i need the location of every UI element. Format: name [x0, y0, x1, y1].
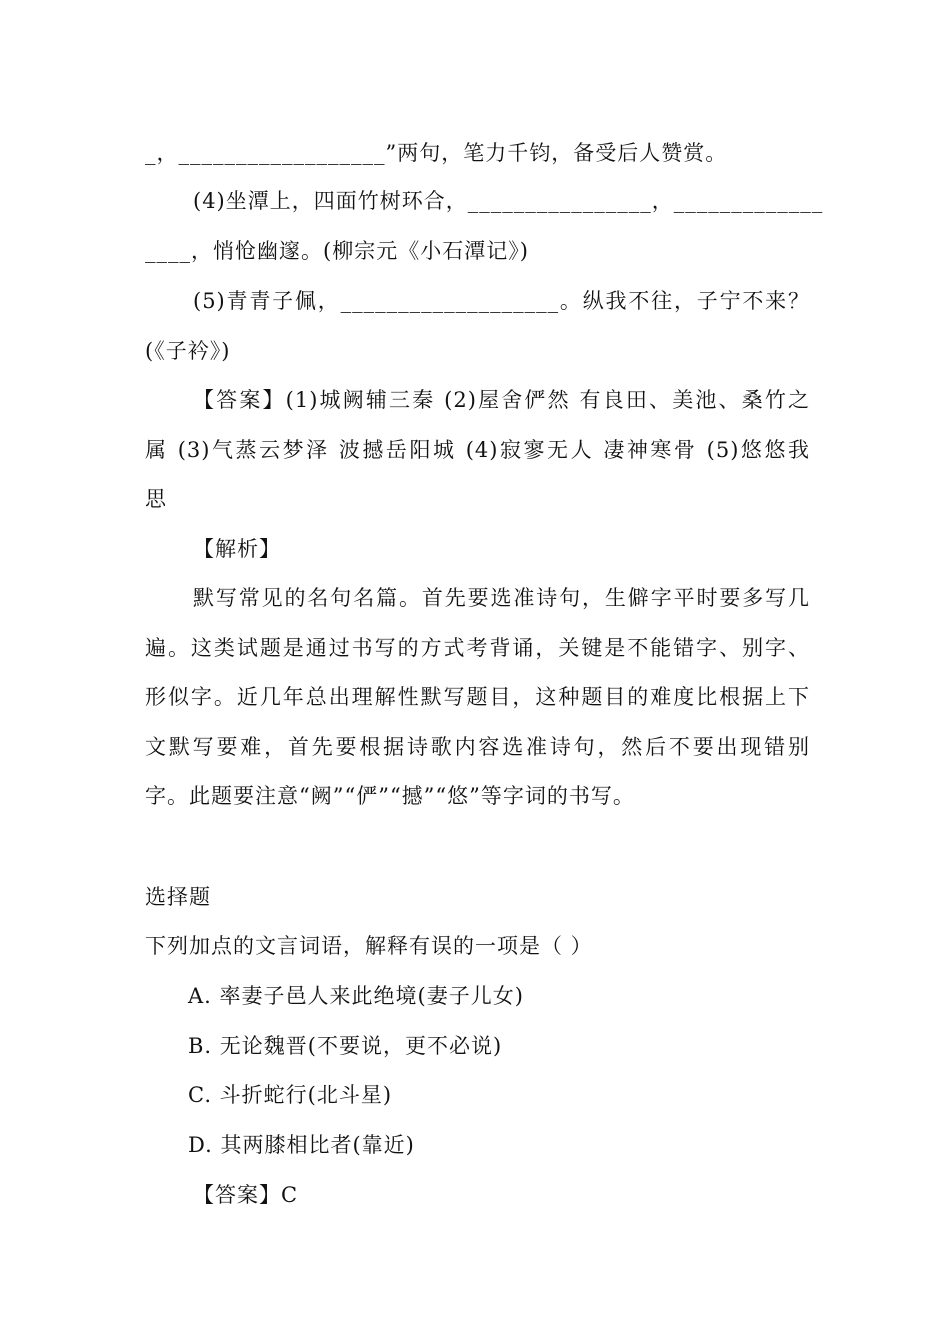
section-title: 选择题 [145, 885, 211, 909]
analysis-line: 形似字。近几年总出理解性默写题目，这种题目的难度比根据上下 [145, 685, 810, 709]
analysis-line: 默写常见的名句名篇。首先要选准诗句，生僻字平时要多写几 [193, 586, 810, 610]
question-text: 下列加点的文言词语，解释有误的一项是（ ） [145, 934, 593, 958]
option-d: D. 其两膝相比者(靠近) [188, 1133, 415, 1157]
answer-line: 属 (3)气蒸云梦泽 波撼岳阳城 (4)寂寥无人 凄神寒骨 (5)悠悠我 [145, 438, 810, 462]
analysis-heading: 【解析】 [193, 537, 281, 561]
option-a: A. 率妻子邑人来此绝境(妻子儿女) [188, 984, 524, 1008]
option-b: B. 无论魏晋(不要说，更不必说) [188, 1034, 503, 1058]
text-line: (5)青青子佩，___________________。纵我不往，子宁不来？ [193, 289, 810, 313]
text-line: (4)坐潭上，四面竹树环合，________________，_____________ [193, 189, 824, 213]
analysis-line: 文默写要难，首先要根据诗歌内容选准诗句，然后不要出现错别 [145, 735, 810, 759]
text-line: (《子衿》) [145, 339, 231, 363]
analysis-line: 字。此题要注意“阙”“俨”“撼”“悠”等字词的书写。 [145, 784, 635, 808]
answer-text: 【答案】C [193, 1183, 299, 1207]
analysis-line: 遍。这类试题是通过书写的方式考背诵，关键是不能错字、别字、 [145, 636, 810, 660]
text-line: ____，悄怆幽邃。(柳宗元《小石潭记》) [145, 239, 529, 263]
answer-line: 思 [145, 487, 167, 511]
option-c: C. 斗折蛇行(北斗星) [188, 1083, 393, 1107]
text-line: _，__________________”两句，笔力千钧，备受后人赞赏。 [145, 141, 728, 165]
answer-line: 【答案】(1)城阙辅三秦 (2)屋舍俨然 有良田、美池、桑竹之 [193, 388, 810, 412]
